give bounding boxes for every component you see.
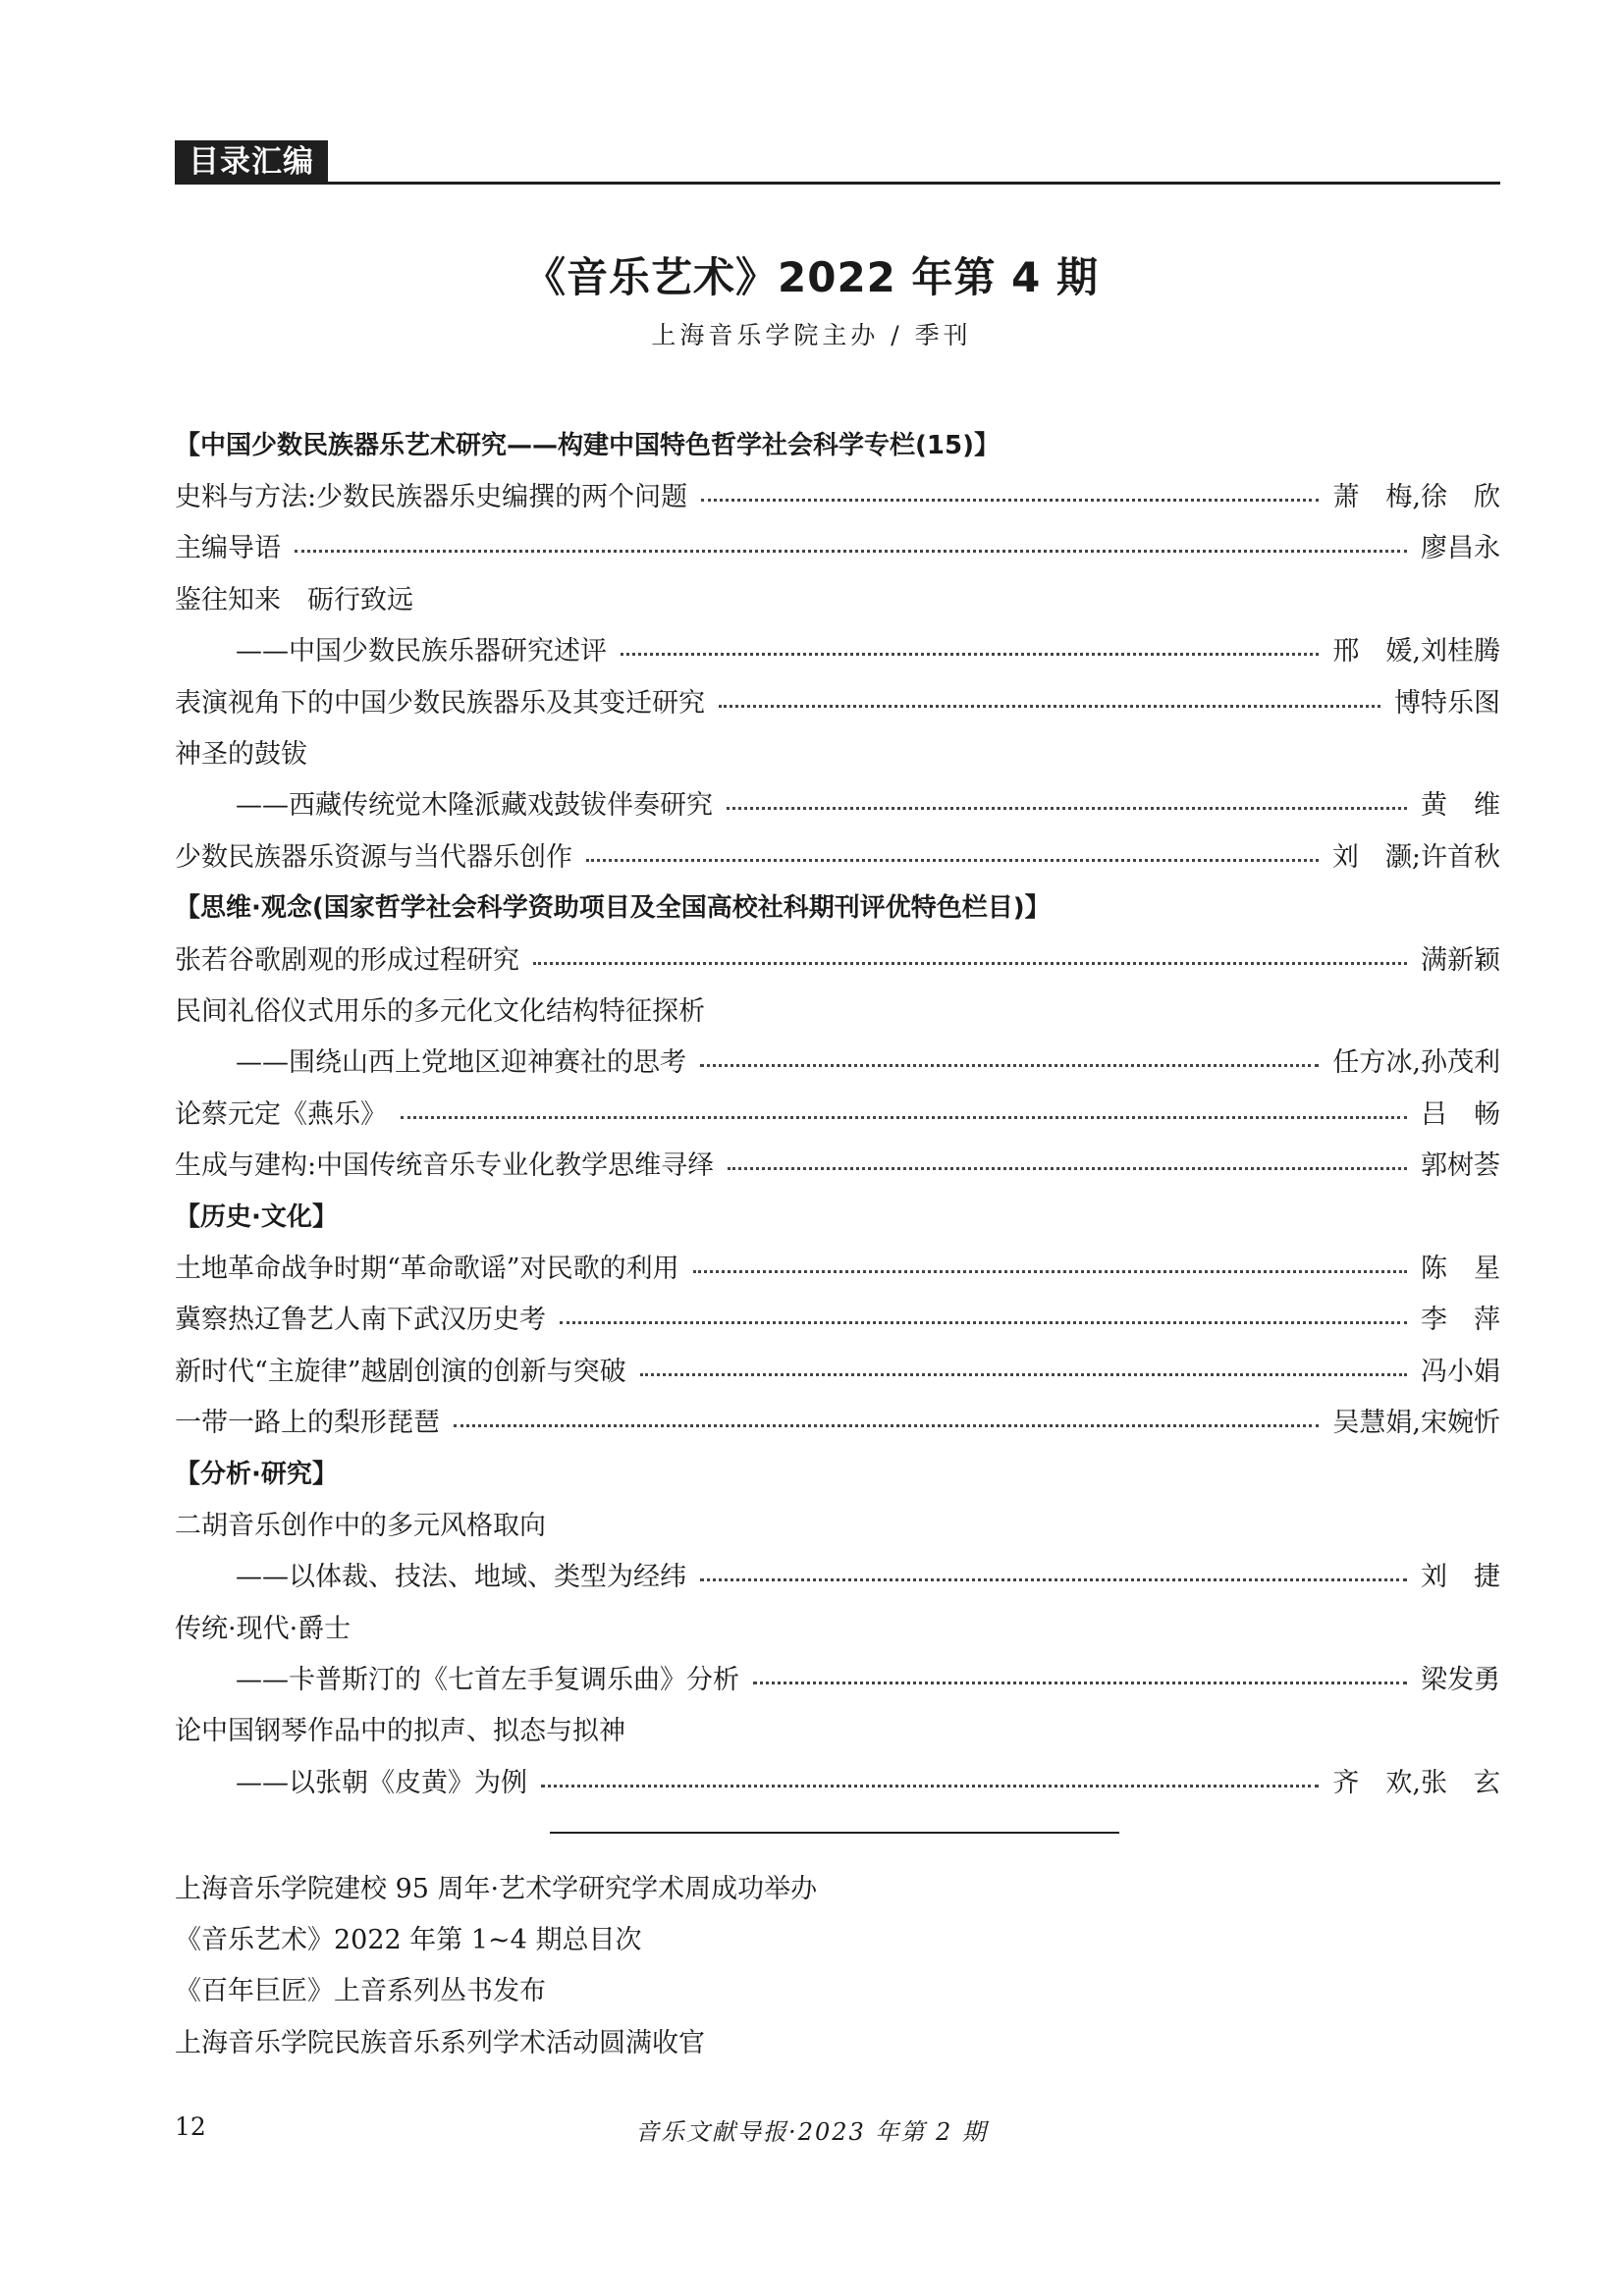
article-author: 齐 欢,张 玄 bbox=[1332, 1767, 1500, 1798]
toc-article-main-title bbox=[175, 725, 1500, 776]
section-heading-text: 【分析·研究】 bbox=[175, 1459, 338, 1489]
news-item: 《百年巨匠》上音系列丛书发布 bbox=[175, 1976, 546, 2007]
notes-list bbox=[175, 1860, 817, 2066]
article-author: 梁发勇 bbox=[1421, 1665, 1500, 1696]
article-author: 博特乐图 bbox=[1394, 687, 1500, 719]
dot-leader bbox=[533, 962, 1407, 965]
dot-leader bbox=[728, 1167, 1407, 1170]
article-author: 刘 灏;许首秋 bbox=[1331, 841, 1500, 873]
dot-leader bbox=[700, 1064, 1319, 1067]
toc-entry bbox=[175, 932, 1500, 983]
toc-section-heading bbox=[175, 1446, 1500, 1497]
dot-leader bbox=[701, 499, 1319, 502]
dot-leader bbox=[454, 1424, 1319, 1427]
article-author: 郭树荟 bbox=[1421, 1150, 1500, 1182]
header-rule bbox=[175, 182, 1500, 185]
article-title: 张若谷歌剧观的形成过程研究 bbox=[175, 944, 519, 976]
article-title: 论中国钢琴作品中的拟声、拟态与拟神 bbox=[175, 1716, 625, 1747]
toc-entry bbox=[175, 674, 1500, 725]
news-item: 上海音乐学院建校 95 周年·艺术学研究学术周成功举办 bbox=[175, 1873, 818, 1904]
article-title: 土地革命战争时期“革命歌谣”对民歌的利用 bbox=[175, 1253, 679, 1284]
toc-article-main-title bbox=[175, 571, 1500, 622]
toc-entry bbox=[175, 520, 1500, 571]
article-title: 主编导语 bbox=[175, 533, 281, 564]
article-title: 论蔡元定《燕乐》 bbox=[175, 1098, 387, 1130]
page-subtitle: 上海音乐学院主办 / 季刊 bbox=[651, 321, 972, 349]
toc-entry bbox=[175, 1292, 1500, 1343]
article-title: 一带一路上的梨形琵琶 bbox=[175, 1408, 440, 1439]
article-title: 生成与建构:中国传统音乐专业化教学思维寻绎 bbox=[175, 1150, 715, 1182]
section-tag: 目录汇编 bbox=[175, 140, 328, 184]
article-author: 黄 维 bbox=[1421, 790, 1500, 822]
article-title: ——卡普斯汀的《七首左手复调乐曲》分析 bbox=[236, 1665, 739, 1696]
toc-entry bbox=[175, 623, 1500, 674]
article-title: 民间礼俗仪式用乐的多元化文化结构特征探析 bbox=[175, 995, 705, 1027]
article-title: 二胡音乐创作中的多元风格取向 bbox=[175, 1510, 546, 1541]
footer-journal: 音乐文献导报·2023 年第 2 期 bbox=[635, 2118, 988, 2146]
article-title: 鉴往知来 砺行致远 bbox=[175, 584, 413, 615]
article-author: 冯小娟 bbox=[1421, 1356, 1500, 1387]
article-title: 表演视角下的中国少数民族器乐及其变迁研究 bbox=[175, 687, 705, 719]
section-heading-text: 【历史·文化】 bbox=[175, 1201, 338, 1232]
article-author: 陈 星 bbox=[1421, 1253, 1500, 1284]
section-heading-text: 【思维·观念(国家哲学社会科学资助项目及全国高校社科期刊评优特色栏目)】 bbox=[175, 893, 1051, 924]
toc-section-heading bbox=[175, 417, 1500, 468]
toc-entry bbox=[175, 1240, 1500, 1291]
toc-entry bbox=[175, 777, 1500, 828]
toc-entry bbox=[175, 1394, 1500, 1445]
article-author: 邢 媛,刘桂腾 bbox=[1332, 636, 1500, 667]
article-title: 新时代“主旋律”越剧创演的创新与突破 bbox=[175, 1356, 626, 1387]
toc-entry bbox=[175, 1651, 1500, 1702]
toc-article-main-title bbox=[175, 1497, 1500, 1548]
article-author: 萧 梅,徐 欣 bbox=[1332, 482, 1500, 513]
dot-leader bbox=[693, 1270, 1407, 1273]
toc-article-main-title bbox=[175, 1703, 1500, 1754]
article-title: 传统·现代·爵士 bbox=[175, 1613, 352, 1644]
toc-section-heading bbox=[175, 1189, 1500, 1240]
toc-entry bbox=[175, 828, 1500, 880]
article-title: ——以体裁、技法、地域、类型为经纬 bbox=[236, 1562, 686, 1593]
dot-leader bbox=[541, 1785, 1319, 1788]
article-author: 吕 畅 bbox=[1421, 1098, 1500, 1130]
dot-leader bbox=[401, 1116, 1407, 1119]
divider-rule bbox=[550, 1832, 1119, 1834]
page-number: 12 bbox=[175, 2112, 206, 2141]
article-author: 满新颖 bbox=[1421, 944, 1500, 976]
article-title: 冀察热辽鲁艺人南下武汉历史考 bbox=[175, 1305, 546, 1336]
toc-entry bbox=[175, 468, 1500, 519]
article-title: 少数民族器乐资源与当代器乐创作 bbox=[175, 841, 572, 873]
dot-leader bbox=[640, 1373, 1407, 1376]
dot-leader bbox=[727, 807, 1407, 810]
toc-article-main-title bbox=[175, 1600, 1500, 1651]
article-author: 李 萍 bbox=[1421, 1305, 1500, 1336]
dot-leader bbox=[560, 1321, 1407, 1324]
dot-leader bbox=[621, 653, 1319, 656]
dot-leader bbox=[700, 1578, 1407, 1581]
article-title: ——中国少数民族乐器研究述评 bbox=[236, 636, 607, 667]
toc-article-main-title bbox=[175, 983, 1500, 1034]
toc-entry bbox=[175, 1086, 1500, 1137]
page-title: 《音乐艺术》2022 年第 4 期 bbox=[524, 253, 1099, 301]
news-item: 上海音乐学院民族音乐系列学术活动圆满收官 bbox=[175, 2027, 705, 2058]
article-title: 神圣的鼓钹 bbox=[175, 739, 307, 771]
dot-leader bbox=[586, 859, 1319, 862]
dot-leader bbox=[295, 550, 1407, 553]
section-heading-text: 【中国少数民族器乐艺术研究——构建中国特色哲学社会科学专栏(15)】 bbox=[175, 430, 1000, 460]
article-title: 史料与方法:少数民族器乐史编撰的两个问题 bbox=[175, 482, 688, 513]
news-item: 《音乐艺术》2022 年第 1~4 期总目次 bbox=[175, 1925, 642, 1956]
toc-section-heading bbox=[175, 881, 1500, 932]
article-title: ——围绕山西上党地区迎神赛社的思考 bbox=[236, 1047, 686, 1079]
toc-entry bbox=[175, 1035, 1500, 1086]
article-title: ——西藏传统觉木隆派藏戏鼓钹伴奏研究 bbox=[236, 790, 713, 822]
article-author: 刘 捷 bbox=[1421, 1562, 1500, 1593]
table-of-contents bbox=[175, 417, 1500, 1806]
toc-entry bbox=[175, 1137, 1500, 1188]
dot-leader bbox=[753, 1682, 1407, 1684]
toc-entry bbox=[175, 1549, 1500, 1600]
toc-entry bbox=[175, 1343, 1500, 1394]
article-author: 任方冰,孙茂利 bbox=[1332, 1047, 1500, 1079]
article-author: 吴慧娟,宋婉忻 bbox=[1332, 1408, 1500, 1439]
article-title: ——以张朝《皮黄》为例 bbox=[236, 1767, 527, 1798]
dot-leader bbox=[719, 705, 1380, 708]
article-author: 廖昌永 bbox=[1421, 533, 1500, 564]
toc-entry bbox=[175, 1754, 1500, 1805]
